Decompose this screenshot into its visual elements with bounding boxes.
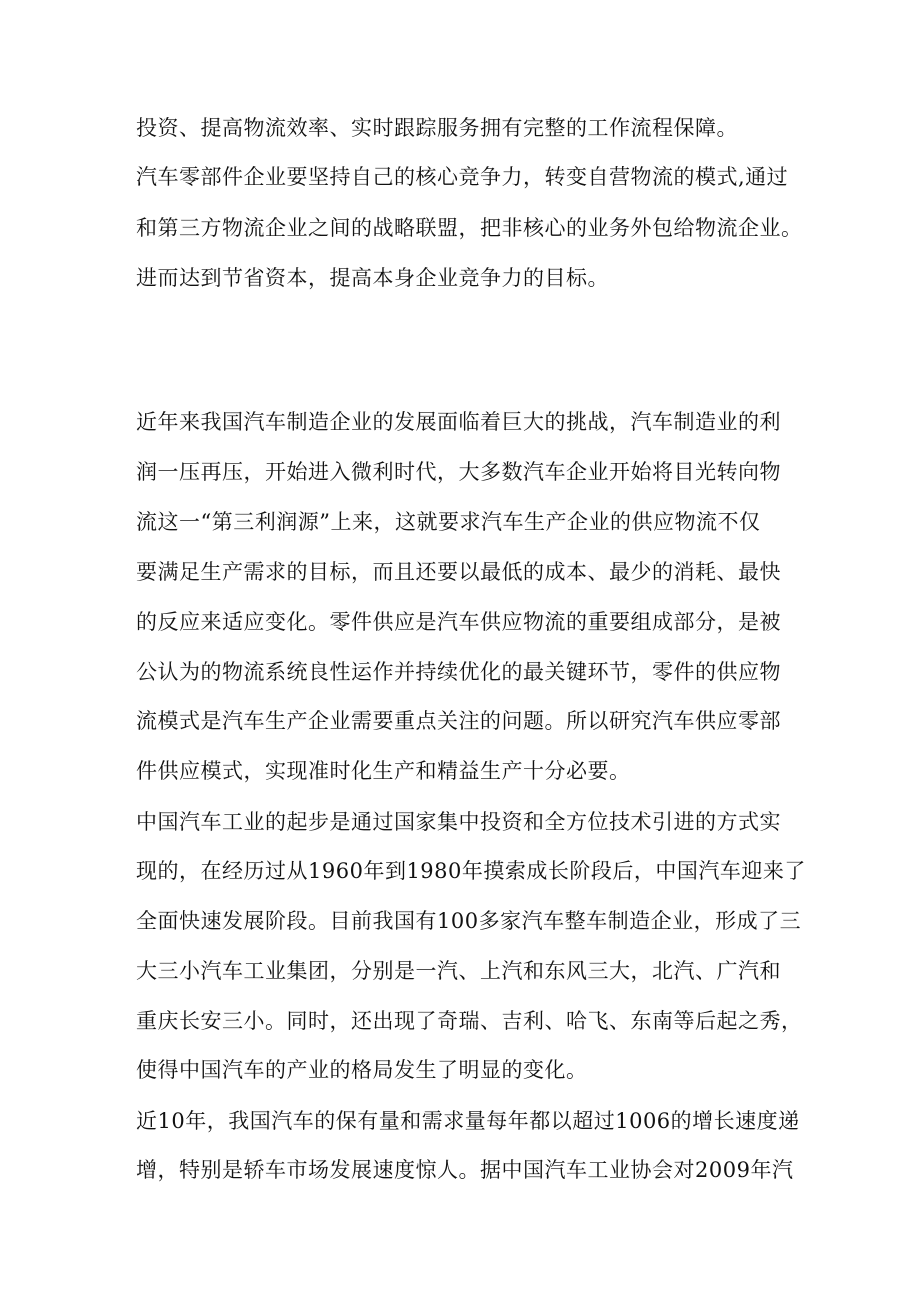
text-line: 公认为的物流系统良性运作并持续优化的最关键环节，零件的供应物 xyxy=(136,660,781,684)
text-line: 和第三方物流企业之间的战略联盟，把非核心的业务外包给物流企业。 xyxy=(136,216,803,240)
text-line: 进而达到节省资本，提高本身企业竞争力的目标。 xyxy=(136,266,609,290)
text-line: 使得中国汽车的产业的格局发生了明显的变化。 xyxy=(136,1058,588,1082)
text-line: 大三小汽车工业集团，分别是一汽、上汽和东风三大，北汽、广汽和 xyxy=(136,959,781,983)
text-line: 近年来我国汽车制造企业的发展面临着巨大的挑战，汽车制造业的利 xyxy=(136,410,781,434)
text-line: 流模式是汽车生产企业需要重点关注的问题。所以研究汽车供应零部 xyxy=(136,709,781,733)
text-line: 投资、提高物流效率、实时跟踪服务拥有完整的工作流程保障。 xyxy=(136,116,738,140)
text-line: 件供应模式，实现准时化生产和精益生产十分必要。 xyxy=(136,759,631,783)
text-line: 全面快速发展阶段。目前我国有100多家汽车整车制造企业，形成了三 xyxy=(136,909,802,933)
text-line: 重庆长安三小。同时，还出现了奇瑞、吉利、哈飞、东南等后起之秀， xyxy=(136,1009,803,1033)
text-line: 近10年，我国汽车的保有量和需求量每年都以超过1006的增长速度递 xyxy=(136,1109,800,1133)
text-line: 要满足生产需求的目标，而且还要以最低的成本、最少的消耗、最快 xyxy=(136,560,781,584)
text-line: 的反应来适应变化。零件供应是汽车供应物流的重要组成部分，是被 xyxy=(136,610,781,634)
text-line: 增，特别是轿车市场发展速度惊人。据中国汽车工业协会对2009年汽 xyxy=(136,1158,794,1182)
text-line: 润一压再压，开始进入微利时代，大多数汽车企业开始将目光转向物 xyxy=(136,460,781,484)
text-line: 汽车零部件企业要坚持自己的核心竞争力，转变自营物流的模式,通过 xyxy=(136,165,789,189)
text-line: 现的，在经历过从1960年到1980年摸索成长阶段后，中国汽车迎来了 xyxy=(136,859,806,883)
text-line: 中国汽车工业的起步是通过国家集中投资和全方位技术引进的方式实 xyxy=(136,810,781,834)
text-line: 流这一“第三利润源”上来，这就要求汽车生产企业的供应物流不仅 xyxy=(136,510,761,534)
